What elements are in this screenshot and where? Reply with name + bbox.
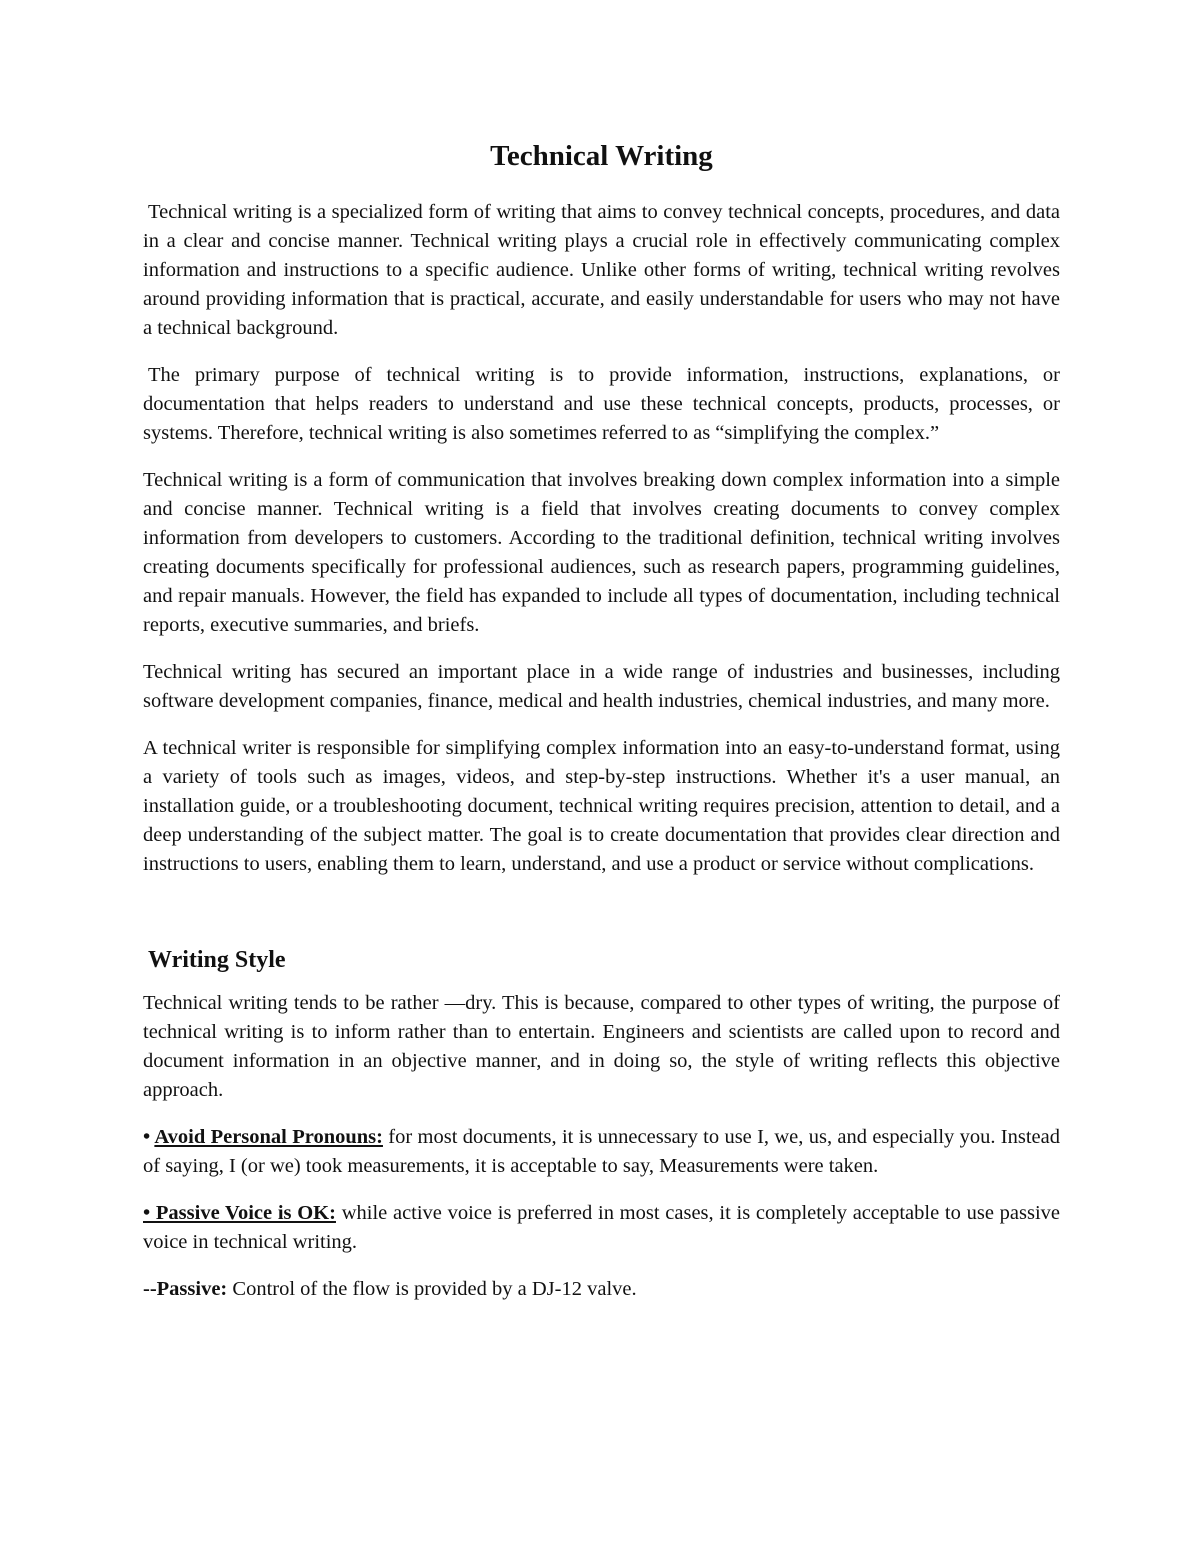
- bullet-avoid-personal-pronouns: [143, 1123, 1060, 1181]
- paragraph-writing-style-intro: Technical writing tends to be rather —dry. This is because, compared to other types of writing, the purpose of technical writing is to inform rather than to entertain. Engineers and scientists are called upon to record and document information in an objective manner, and in doing so, the style of writing reflects this objective approach.: [143, 991, 1060, 1101]
- document-title: Technical Writing: [490, 140, 713, 172]
- paragraph-purpose: The primary purpose of technical writing is to provide information, instructions, explanations, or documentation that helps readers to understand and use these technical concepts, products, processes, or systems. Therefore, technical writing is also sometimes referred to as “simplifying the complex.”: [143, 363, 1060, 444]
- bullet-label-passive-voice: • Passive Voice is OK:: [143, 1201, 336, 1224]
- example-label-passive: --Passive:: [143, 1277, 228, 1300]
- section-heading-writing-style: Writing Style: [148, 946, 286, 973]
- bullet-text-avoid-pronouns: for most documents, it is unnecessary to use I, we, us, and especially you. Instead of saying, I (or we) took measurements, it is acceptable to say, Measurements were taken.: [143, 1125, 1061, 1177]
- document-page: [143, 138, 1060, 1322]
- example-text-passive: Control of the flow is provided by a DJ-12 valve.: [227, 1277, 637, 1300]
- paragraph-industries: Technical writing has secured an important place in a wide range of industries and businesses, including software development companies, finance, medical and health industries, chemical industries, and many more.: [143, 660, 1060, 712]
- example-passive: [143, 1275, 1060, 1304]
- bullet-marker: •: [143, 1125, 155, 1148]
- bullet-label-avoid-pronouns: Avoid Personal Pronouns:: [154, 1125, 383, 1148]
- paragraph-technical-writer: A technical writer is responsible for simplifying complex information into an easy-to-understand format, using a variety of tools such as images, videos, and step-by-step instructions. Whether it's a user manual, an installation guide, or a troubleshooting document, technical writing requires precision, attention to detail, and a deep understanding of the subject matter. The goal is to create documentation that provides clear direction and instructions to users, enabling them to learn, understand, and use a product or service without complications.: [143, 736, 1060, 875]
- paragraph-communication: Technical writing is a form of communication that involves breaking down complex information into a simple and concise manner. Technical writing is a field that involves creating documents to convey complex information from developers to customers. According to the traditional definition, technical writing involves creating documents specifically for professional audiences, such as research papers, programming guidelines, and repair manuals. However, the field has expanded to include all types of documentation, including technical reports, executive summaries, and briefs.: [143, 468, 1060, 636]
- bullet-passive-voice: [143, 1199, 1060, 1257]
- bullet-text-passive-voice: while active voice is preferred in most cases, it is completely acceptable to use passive voice in technical writing.: [143, 1201, 1061, 1253]
- paragraph-intro: Technical writing is a specialized form of writing that aims to convey technical concepts, procedures, and data in a clear and concise manner. Technical writing plays a crucial role in effectively communicating complex information and instructions to a specific audience. Unlike other forms of writing, technical writing revolves around providing information that is practical, accurate, and easily understandable for users who may not have a technical background.: [143, 200, 1060, 339]
